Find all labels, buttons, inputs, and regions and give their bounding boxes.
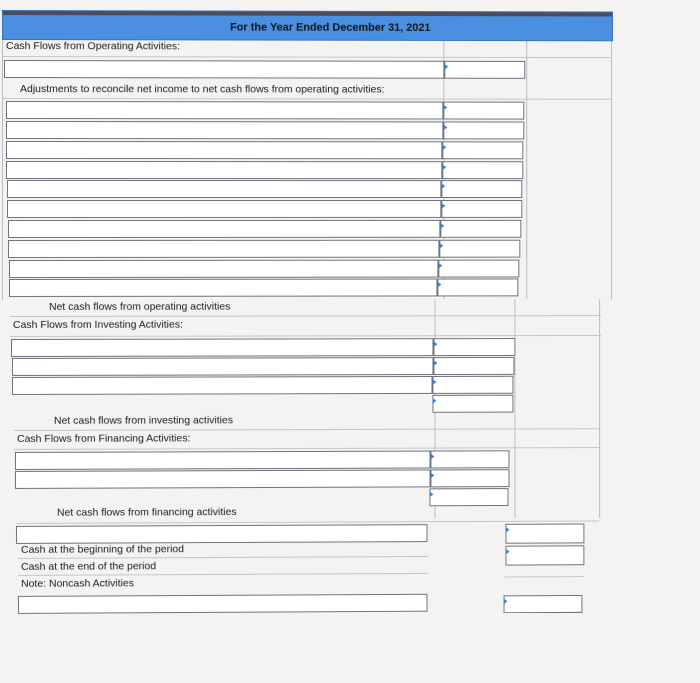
net-investing-label: Net cash flows from investing activities	[53, 414, 233, 427]
row-divider	[14, 428, 599, 431]
net-income-amount-input[interactable]	[444, 61, 525, 79]
column-divider	[611, 41, 612, 299]
investing-activities-heading: Cash Flows from Investing Activities:	[12, 318, 183, 331]
adjustment-label-input[interactable]	[6, 161, 442, 179]
operating-activities-heading: Cash Flows from Operating Activities:	[5, 40, 181, 53]
investing-amount-input[interactable]	[433, 338, 515, 356]
adjustment-label-input[interactable]	[6, 101, 443, 119]
column-divider	[599, 299, 600, 517]
adjustment-amount-input[interactable]	[442, 141, 523, 159]
financing-label-input[interactable]	[15, 451, 430, 470]
adjustment-amount-input[interactable]	[443, 121, 524, 139]
row-divider	[505, 576, 584, 577]
adjustment-amount-input[interactable]	[439, 240, 520, 258]
adjustment-label-input[interactable]	[9, 260, 438, 278]
net-operating-label: Net cash flows from operating activities	[48, 300, 231, 313]
cash-beginning-label: Cash at the beginning of the period	[20, 543, 184, 556]
statement-period-title: For the Year Ended December 31, 2021	[230, 21, 431, 34]
row-divider	[2, 56, 611, 58]
row-divider	[10, 315, 601, 317]
net-change-amount-input[interactable]	[506, 524, 585, 544]
adjustment-label-input[interactable]	[8, 220, 440, 238]
adjustment-label-input[interactable]	[6, 141, 442, 159]
cash-beginning-amount-input[interactable]	[506, 545, 585, 565]
adjustment-amount-input[interactable]	[440, 220, 521, 238]
adjustment-amount-input[interactable]	[438, 260, 519, 278]
form-left-border	[2, 40, 3, 300]
header-top-strip	[3, 11, 612, 16]
noncash-note-label: Note: Noncash Activities	[20, 577, 134, 590]
adjustment-label-input[interactable]	[7, 200, 441, 218]
adjustment-amount-input[interactable]	[443, 102, 524, 120]
investing-label-input[interactable]	[12, 376, 432, 395]
cash-end-label: Cash at the end of the period	[20, 560, 157, 573]
adjustment-amount-input[interactable]	[441, 180, 522, 198]
investing-label-input[interactable]	[12, 357, 433, 376]
financing-amount-input[interactable]	[429, 488, 508, 506]
investing-amount-input[interactable]	[432, 395, 513, 413]
noncash-label-input[interactable]	[18, 594, 428, 614]
statement-header	[2, 10, 613, 41]
adjustment-label-input[interactable]	[8, 240, 439, 258]
adjustment-label-input[interactable]	[9, 279, 437, 297]
net-income-label-input[interactable]	[4, 60, 444, 79]
investing-label-input[interactable]	[11, 338, 433, 357]
net-change-label-input[interactable]	[16, 524, 428, 544]
noncash-amount-input[interactable]	[504, 595, 583, 613]
column-divider	[526, 41, 527, 299]
adjustments-label: Adjustments to reconcile net income to net cash flows from operating activities:	[19, 83, 385, 96]
row-divider	[2, 98, 611, 100]
net-financing-label: Net cash flows from financing activities	[56, 506, 237, 519]
adjustment-amount-input[interactable]	[441, 200, 522, 218]
investing-amount-input[interactable]	[433, 357, 514, 375]
row-divider	[10, 335, 601, 337]
adjustment-label-input[interactable]	[7, 180, 441, 198]
financing-label-input[interactable]	[15, 469, 430, 488]
adjustment-label-input[interactable]	[6, 121, 443, 139]
adjustment-amount-input[interactable]	[437, 278, 518, 296]
column-divider	[514, 299, 515, 518]
financing-amount-input[interactable]	[430, 469, 509, 487]
adjustment-amount-input[interactable]	[442, 161, 523, 179]
investing-amount-input[interactable]	[432, 376, 513, 394]
row-divider	[14, 447, 599, 450]
financing-activities-heading: Cash Flows from Financing Activities:	[16, 432, 191, 445]
financing-amount-input[interactable]	[430, 450, 509, 468]
